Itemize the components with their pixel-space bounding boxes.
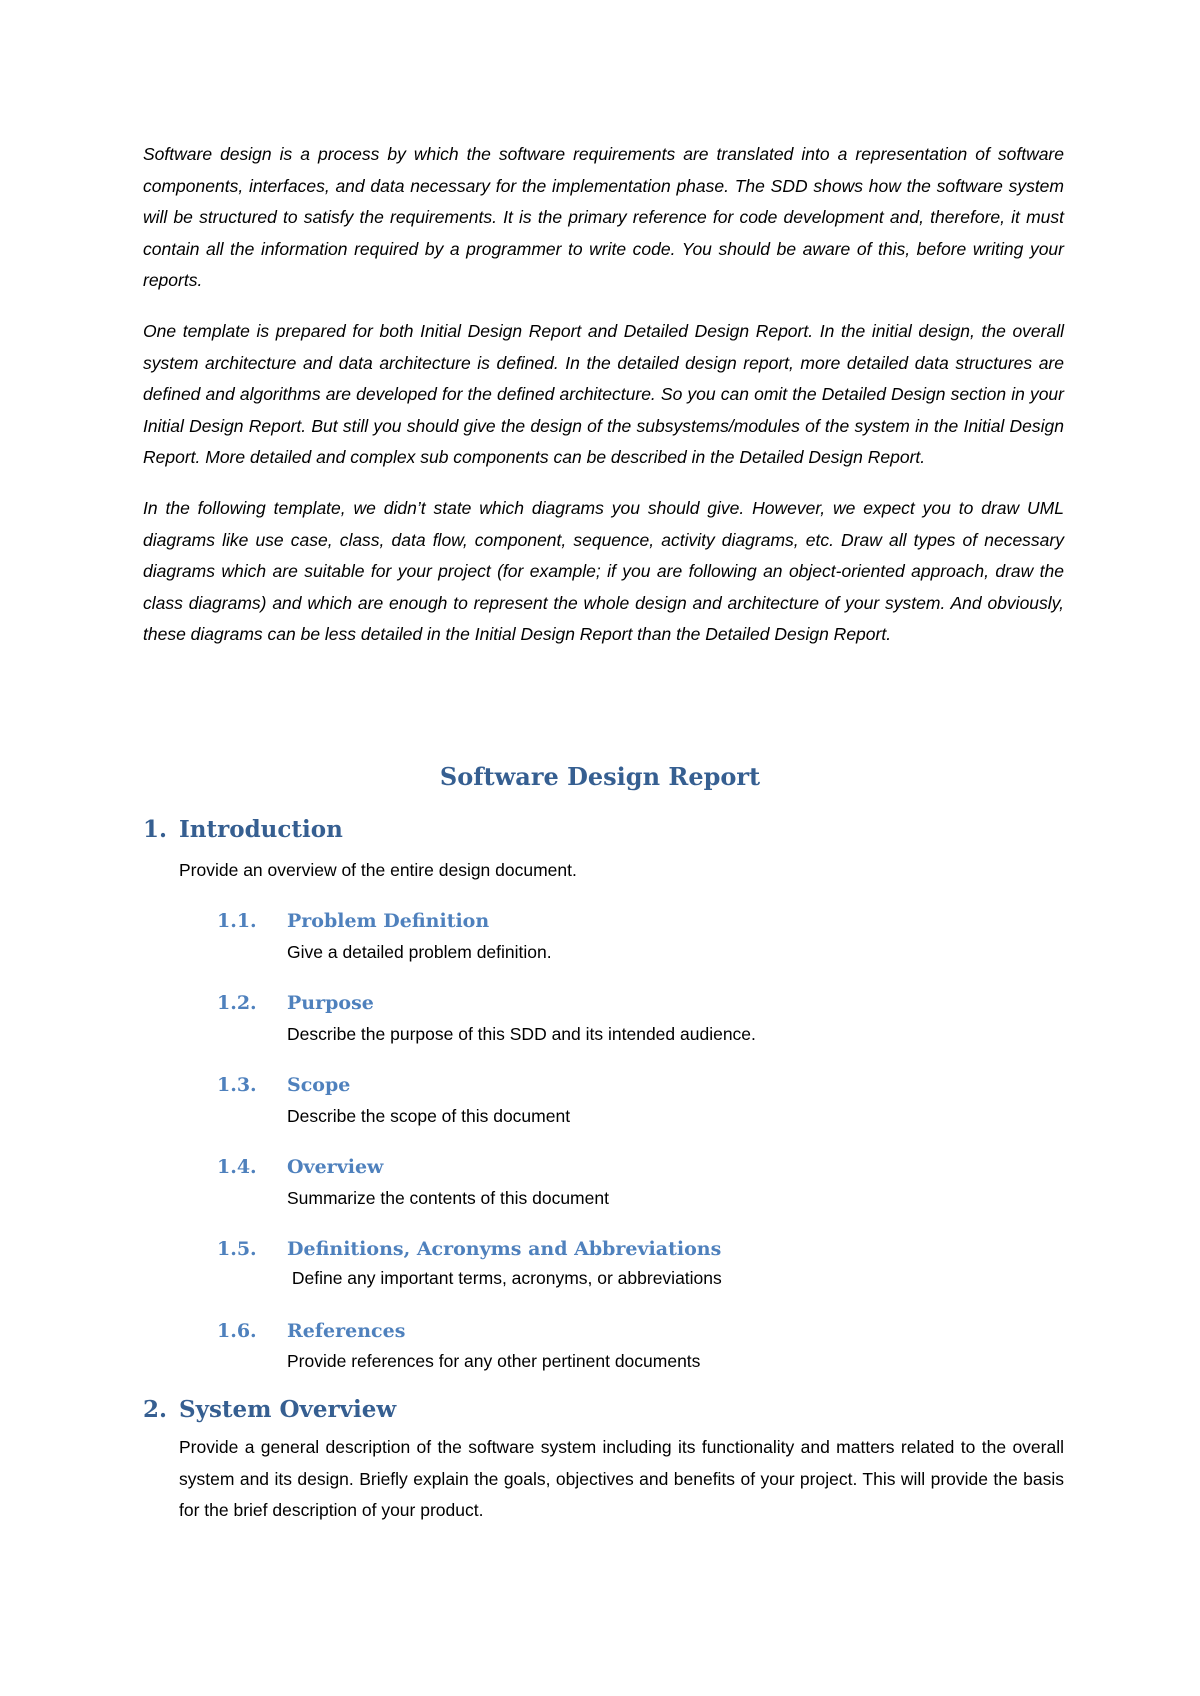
- subsection-title: Overview: [287, 1156, 384, 1178]
- subsection-heading-scope: [217, 1074, 350, 1096]
- intro-notes: [143, 139, 1064, 670]
- subsection-title: Scope: [287, 1074, 351, 1096]
- subsection-body-overview: Summarize the contents of this document: [287, 1188, 609, 1208]
- subsection-title: Purpose: [287, 992, 374, 1014]
- subsection-heading-overview: [217, 1156, 383, 1178]
- intro-paragraph-3: In the following template, we didn’t state which diagrams you should give. However, we expect you to draw UML diagrams like use case, class, data flow, component, sequence, activity diagrams, etc. Draw all types of necessary diagrams which are suitable for your project (for example; if you are following an object-oriented approach, draw the class diagrams) and which are enough to represent the whole design and architecture of your system. And obviously, these diagrams can be less detailed in the Initial Design Report than the Detailed Design Report.: [143, 497, 1064, 645]
- subsection-heading-purpose: [217, 992, 374, 1014]
- subsection-body-definitions: Define any important terms, acronyms, or abbreviations: [287, 1268, 722, 1288]
- intro-paragraph-1: Software design is a process by which the software requirements are translated into a representation of software components, interfaces, and data necessary for the implementation phase. The SDD shows how the software system will be structured to satisfy the requirements. It is the primary reference for code development and, therefore, it must contain all the information required by a programmer to write code. You should be aware of this, before writing your reports.: [143, 144, 1064, 291]
- section-title: Introduction: [179, 816, 343, 843]
- subsection-body-problem-definition: Give a detailed problem definition.: [287, 942, 552, 962]
- section-number: 2.: [143, 1396, 168, 1423]
- subsection-number: 1.2.: [217, 992, 257, 1014]
- section-body-introduction: Provide an overview of the entire design document.: [179, 860, 577, 880]
- subsection-number: 1.3.: [217, 1074, 257, 1096]
- subsection-title: Definitions, Acronyms and Abbreviations: [287, 1238, 722, 1260]
- subsection-heading-references: [217, 1320, 405, 1342]
- subsection-body-scope: Describe the scope of this document: [287, 1106, 571, 1126]
- subsection-number: 1.4.: [217, 1156, 257, 1178]
- subsection-heading-definitions: [217, 1238, 721, 1260]
- subsection-heading-problem-definition: [217, 910, 489, 932]
- subsection-title: Problem Definition: [287, 910, 490, 932]
- subsection-body-purpose: Describe the purpose of this SDD and its intended audience.: [287, 1024, 756, 1044]
- intro-paragraph-2: One template is prepared for both Initial Design Report and Detailed Design Report. In the initial design, the overall system architecture and data architecture is defined. In the detailed design report, more detailed data structures are defined and algorithms are developed for the defined architecture. So you can omit the Detailed Design section in your Initial Design Report. But still you should give the design of the subsystems/modules of the system in the Initial Design Report. More detailed and complex sub components can be described in the Detailed Design Report.: [143, 320, 1064, 468]
- subsection-number: 1.6.: [217, 1320, 257, 1342]
- subsection-number: 1.1.: [217, 910, 257, 932]
- document-title: Software Design Report: [439, 762, 761, 791]
- section-title: System Overview: [179, 1396, 397, 1423]
- section-heading-introduction: [143, 816, 343, 843]
- section-number: 1.: [143, 816, 168, 843]
- subsection-body-references: Provide references for any other pertinent documents: [287, 1351, 701, 1371]
- subsection-title: References: [287, 1320, 406, 1342]
- subsection-number: 1.5.: [217, 1238, 257, 1260]
- section-heading-system-overview: [143, 1396, 396, 1423]
- section-body-system-overview: Provide a general description of the software system including its functionality and matters related to the overall system and its design. Briefly explain the goals, objectives and benefits of your project. This will provide the basis for the brief description of your product.: [179, 1437, 1064, 1521]
